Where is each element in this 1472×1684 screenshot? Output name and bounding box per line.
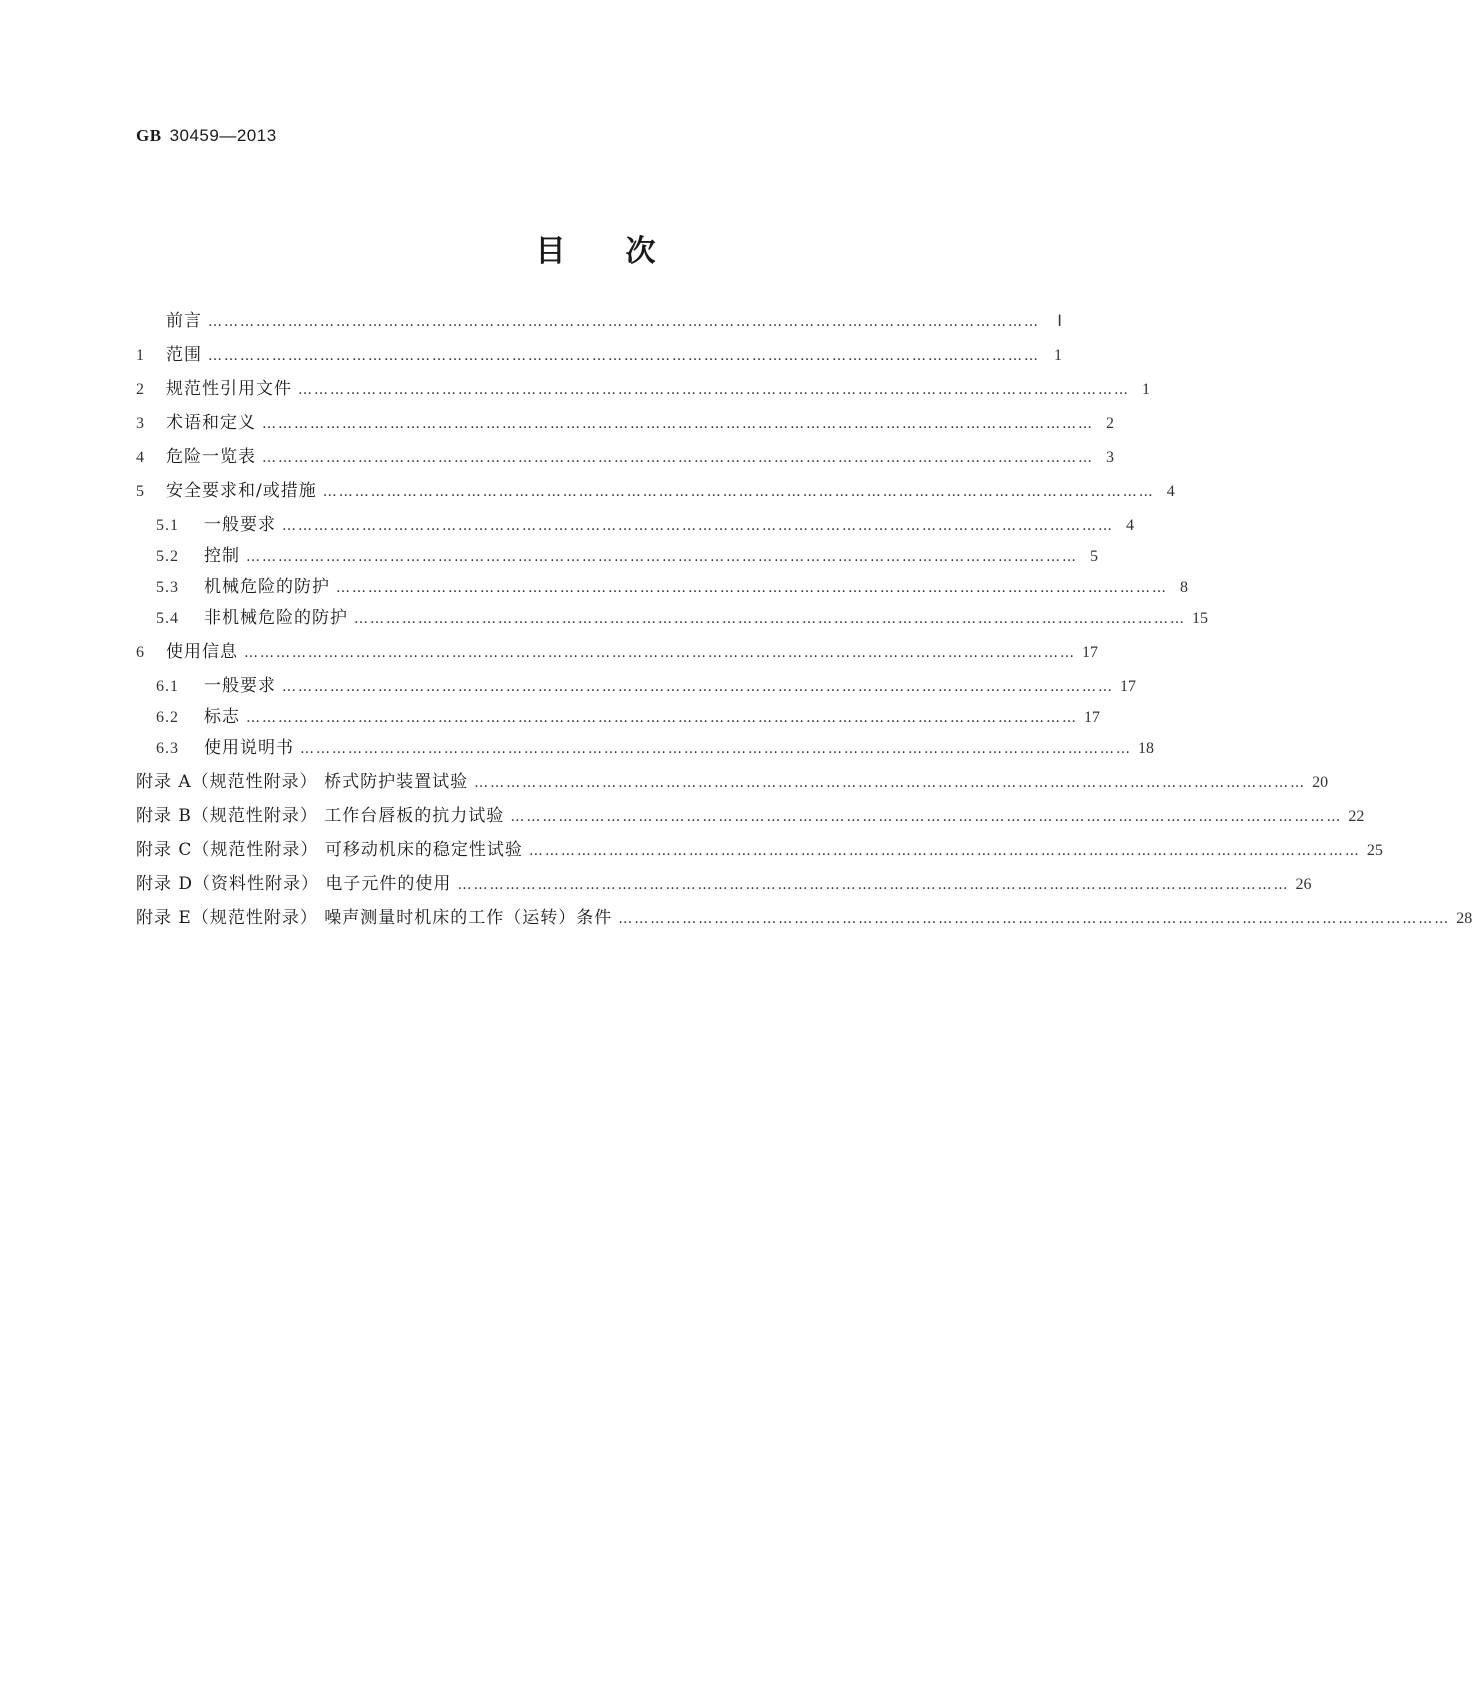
toc-entry-number: 3: [136, 415, 145, 432]
toc-entry-page: 1: [1142, 381, 1150, 398]
dot-leader: …………………………………………………………………………………………………………………………………………: [282, 518, 1114, 534]
toc-entry-page: 15: [1192, 610, 1208, 627]
toc-entry-title: 机械危险的防护: [204, 577, 330, 597]
toc-entry[interactable]: [136, 442, 1114, 467]
toc-entry-page: 4: [1126, 517, 1134, 534]
toc-entry-number: 6: [136, 644, 145, 661]
toc-entry-number: 6.1: [156, 678, 179, 695]
toc-entry-page: 18: [1138, 740, 1154, 757]
dot-leader: …………………………………………………………………………………………………………………………………………: [322, 484, 1155, 500]
toc-entry-page: 17: [1120, 678, 1136, 695]
toc-subentry[interactable]: [156, 541, 1098, 566]
dot-leader: …………………………………………………………………………………………………………………………………………: [300, 741, 1132, 757]
standard-code-header: [136, 126, 277, 146]
dot-leader: …………………………………………………………………………………………………………………………………………: [336, 580, 1168, 596]
toc-entry[interactable]: [136, 374, 1150, 399]
dot-leader: …………………………………………………………………………………………………………………………………………: [510, 809, 1343, 825]
toc-appendix-entry[interactable]: [136, 801, 1365, 826]
toc-entry-title: 非机械危险的防护: [204, 608, 348, 628]
toc-subentry[interactable]: [156, 733, 1154, 758]
dot-leader: …………………………………………………………………………………………………………………………………………: [244, 645, 1076, 661]
toc-entry-page: 25: [1366, 842, 1383, 859]
page-title: 目次: [535, 234, 716, 269]
toc-entry-title: 附录 E（规范性附录） 噪声测量时机床的工作（运转）条件: [136, 908, 613, 928]
dot-leader: …………………………………………………………………………………………………………………………………………: [262, 416, 1094, 432]
toc-entry-number: 5: [136, 483, 145, 500]
dot-leader: …………………………………………………………………………………………………………………………………………: [208, 314, 1040, 330]
toc-subentry[interactable]: [156, 603, 1208, 628]
dot-leader: …………………………………………………………………………………………………………………………………………: [528, 843, 1361, 859]
toc-entry-title: 危险一览表: [166, 447, 256, 467]
toc-entry-page: 8: [1180, 579, 1188, 596]
dot-leader: …………………………………………………………………………………………………………………………………………: [282, 679, 1114, 695]
toc-entry-page: 1: [1054, 347, 1062, 364]
toc-entry-page: 20: [1312, 774, 1329, 791]
toc-entry-page: 22: [1348, 808, 1365, 825]
toc-entry-page: 3: [1106, 449, 1114, 466]
toc-entry-title: 使用信息: [166, 642, 238, 662]
toc-entry-number: 2: [136, 381, 145, 398]
toc-entry-number: 1: [136, 347, 145, 364]
dot-leader: …………………………………………………………………………………………………………………………………………: [298, 382, 1130, 398]
toc-entry-title: 附录 D（资料性附录） 电子元件的使用: [136, 874, 452, 894]
toc-entry-page: 17: [1084, 709, 1100, 726]
toc-entry-title: 一般要求: [204, 515, 276, 535]
toc-entry-page: 5: [1090, 548, 1098, 565]
standard-prefix: GB: [136, 126, 162, 145]
toc-entry-page: Ⅰ: [1057, 313, 1062, 330]
toc-entry[interactable]: [136, 408, 1114, 433]
dot-leader: …………………………………………………………………………………………………………………………………………: [354, 611, 1186, 627]
dot-leader: …………………………………………………………………………………………………………………………………………: [262, 450, 1094, 466]
toc-entry[interactable]: [136, 637, 1098, 662]
toc-subentry[interactable]: [156, 510, 1134, 535]
toc-entry-title: 附录 C（规范性附录） 可移动机床的稳定性试验: [136, 840, 523, 860]
toc-entry-title: 一般要求: [204, 676, 276, 696]
toc-entry-title: 附录 B（规范性附录） 工作台唇板的抗力试验: [136, 806, 505, 826]
toc-entry-title: 术语和定义: [166, 413, 256, 433]
dot-leader: …………………………………………………………………………………………………………………………………………: [208, 348, 1040, 364]
toc-entry-title: 范围: [166, 345, 202, 365]
toc-entry-number: 6.2: [156, 709, 179, 726]
toc-appendix-entry[interactable]: [136, 869, 1312, 894]
toc-entry-title: 标志: [204, 707, 240, 727]
toc-entry[interactable]: [136, 306, 1062, 330]
dot-leader: …………………………………………………………………………………………………………………………………………: [246, 549, 1078, 565]
toc-entry-title: 安全要求和/或措施: [166, 481, 317, 501]
toc-appendix-entry[interactable]: [136, 767, 1329, 792]
dot-leader: …………………………………………………………………………………………………………………………………………: [474, 775, 1307, 791]
toc-entry-page: 4: [1166, 483, 1175, 500]
toc-entry-page: 26: [1295, 876, 1312, 893]
toc-entry-title: 前言: [166, 311, 202, 331]
dot-leader: …………………………………………………………………………………………………………………………………………: [246, 710, 1078, 726]
toc-entry-number: 5.2: [156, 548, 179, 565]
toc-entry-title: 规范性引用文件: [166, 379, 292, 399]
toc-entry-page: 28: [1456, 910, 1472, 927]
toc-entry-page: 17: [1082, 644, 1098, 661]
toc-entry[interactable]: [136, 340, 1062, 364]
toc-entry-number: 5.4: [156, 610, 179, 627]
toc-subentry[interactable]: [156, 572, 1188, 597]
toc-entry-number: 5.3: [156, 579, 179, 596]
standard-number: 30459—2013: [169, 126, 277, 145]
toc-subentry[interactable]: [156, 671, 1136, 696]
toc-entry[interactable]: [136, 476, 1175, 501]
dot-leader: …………………………………………………………………………………………………………………………………………: [457, 877, 1290, 893]
toc-entry-number: 5.1: [156, 517, 179, 534]
toc-appendix-entry[interactable]: [136, 903, 1472, 928]
toc-subentry[interactable]: [156, 702, 1100, 727]
toc-entry-title: 使用说明书: [204, 738, 294, 758]
toc-entry-number: 6.3: [156, 740, 179, 757]
toc-entry-title: 控制: [204, 546, 240, 566]
toc-entry-title: 附录 A（规范性附录） 桥式防护装置试验: [136, 772, 469, 792]
toc-entry-page: 2: [1106, 415, 1114, 432]
dot-leader: …………………………………………………………………………………………………………………………………………: [618, 911, 1451, 927]
toc-entry-number: 4: [136, 449, 145, 466]
toc-appendix-entry[interactable]: [136, 835, 1383, 860]
